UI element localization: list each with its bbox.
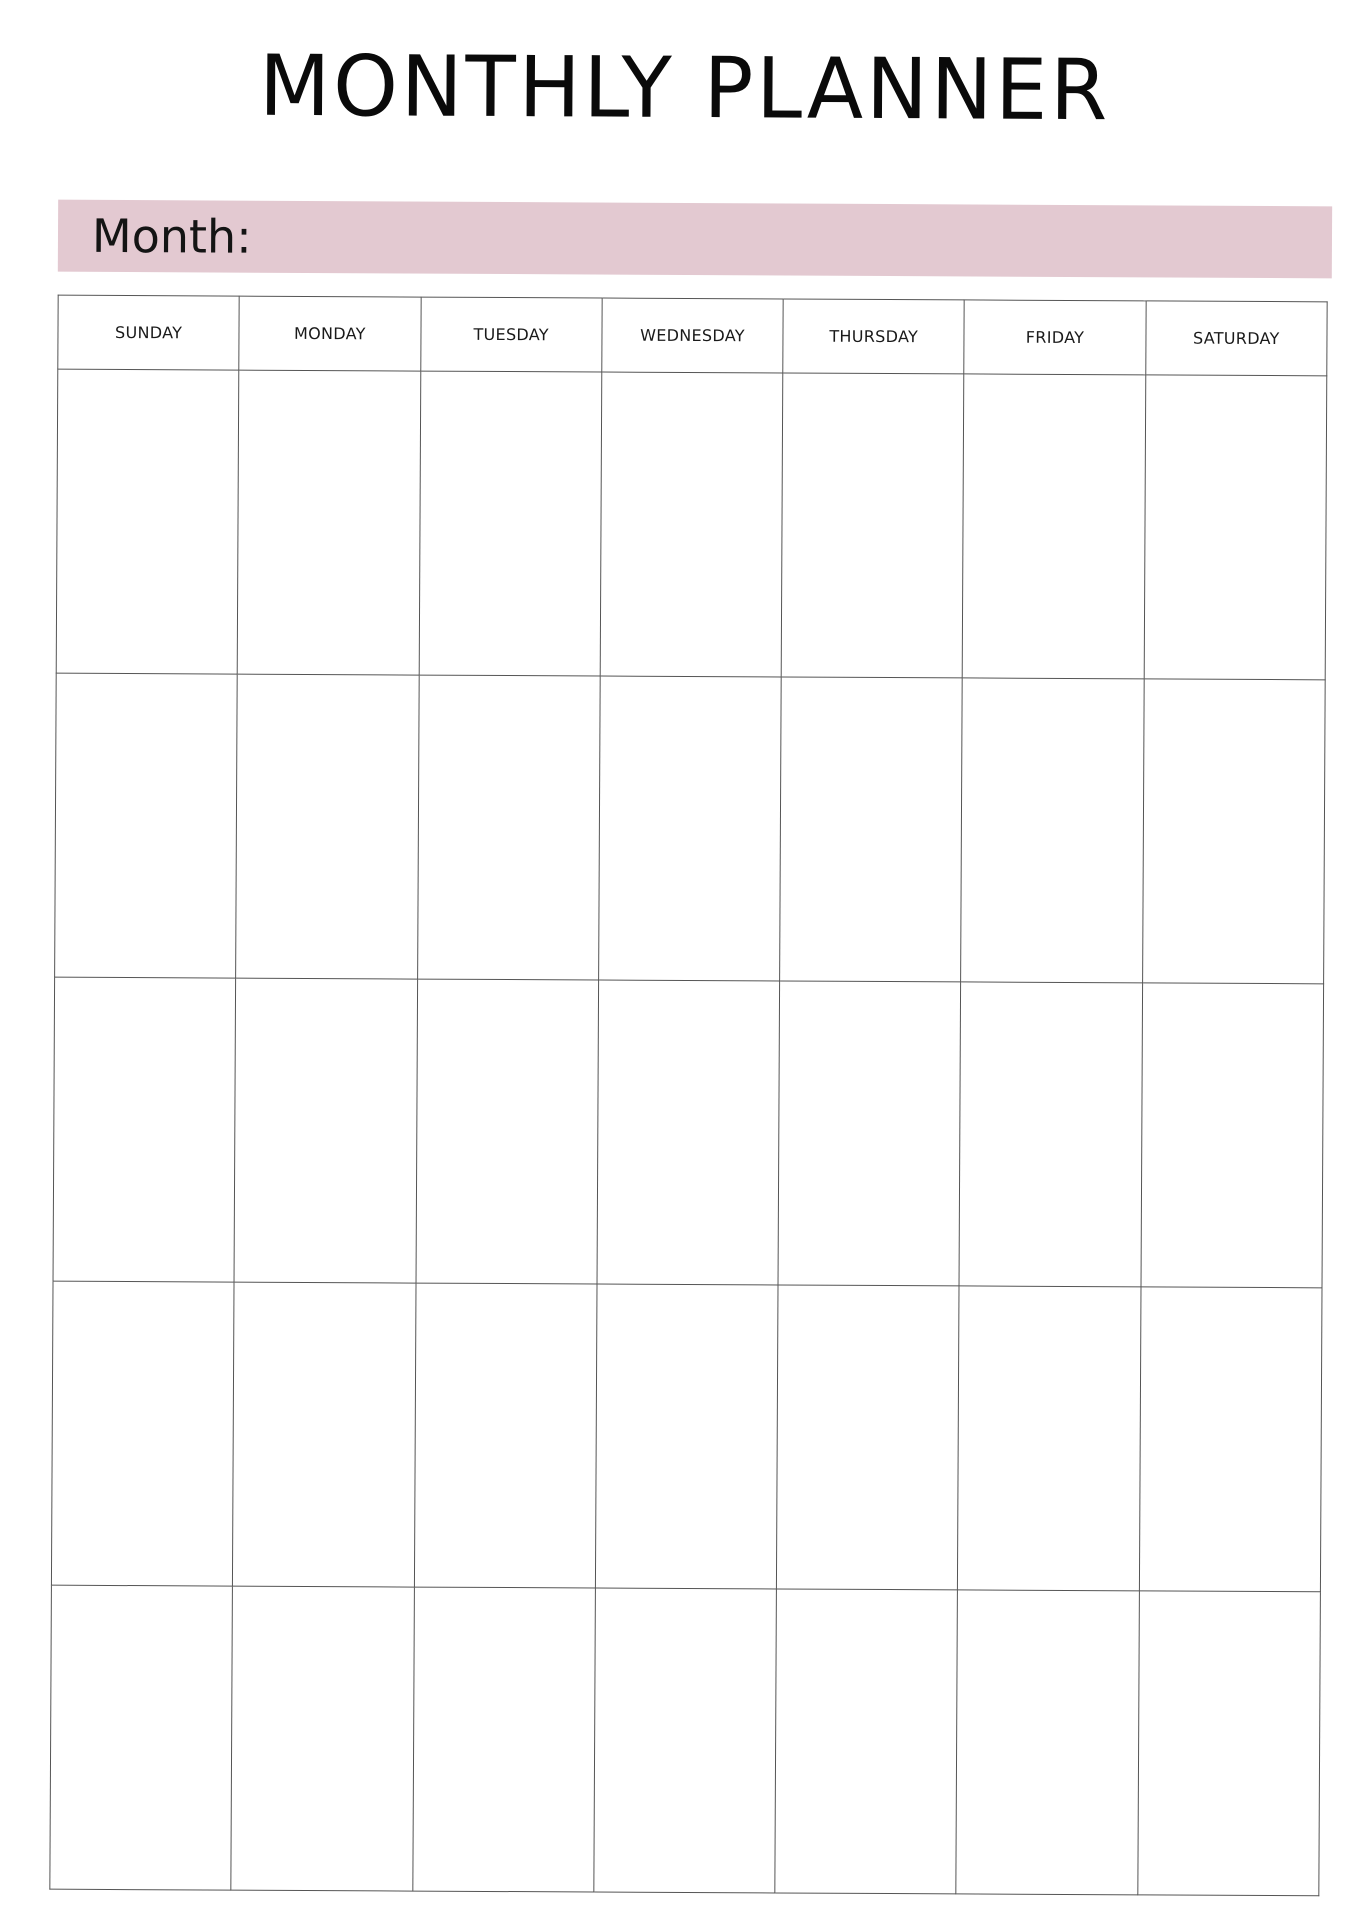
day-cell[interactable] xyxy=(963,374,1146,679)
weekday-sunday: SUNDAY xyxy=(58,295,240,370)
day-cell[interactable] xyxy=(781,373,964,678)
day-cell[interactable] xyxy=(55,673,238,978)
day-cell[interactable] xyxy=(1144,375,1327,680)
day-cell[interactable] xyxy=(1139,1287,1322,1592)
day-cell[interactable] xyxy=(236,674,419,979)
day-cell[interactable] xyxy=(958,1286,1141,1591)
day-cell[interactable] xyxy=(598,676,781,981)
day-cell[interactable] xyxy=(414,1283,597,1588)
page-title: MONTHLY PLANNER xyxy=(258,36,1111,140)
weekday-wednesday: WEDNESDAY xyxy=(602,298,784,373)
day-cell[interactable] xyxy=(780,677,963,982)
weekday-monday: MONDAY xyxy=(239,296,421,371)
day-cell[interactable] xyxy=(417,675,600,980)
month-label: Month: xyxy=(91,208,252,264)
calendar-grid xyxy=(49,295,1327,1897)
week-row-4 xyxy=(51,1281,1322,1592)
day-cell[interactable] xyxy=(777,1285,960,1590)
day-cell[interactable] xyxy=(231,1586,414,1891)
day-cell[interactable] xyxy=(961,678,1144,983)
day-cell[interactable] xyxy=(959,982,1142,1287)
day-cell[interactable] xyxy=(597,980,780,1285)
day-cell[interactable] xyxy=(594,1588,777,1893)
week-row-1 xyxy=(56,369,1327,680)
day-cell[interactable] xyxy=(237,370,420,675)
day-cell[interactable] xyxy=(956,1590,1139,1895)
weekday-thursday: THURSDAY xyxy=(783,299,965,374)
day-cell[interactable] xyxy=(1142,679,1325,984)
day-cell[interactable] xyxy=(50,1585,233,1890)
week-row-2 xyxy=(55,673,1326,984)
day-cell[interactable] xyxy=(775,1589,958,1894)
weekday-header-row xyxy=(58,295,1327,376)
week-row-5 xyxy=(50,1585,1321,1896)
day-cell[interactable] xyxy=(233,1282,416,1587)
weekday-friday: FRIDAY xyxy=(964,300,1146,375)
weekday-tuesday: TUESDAY xyxy=(420,297,602,372)
day-cell[interactable] xyxy=(1138,1591,1321,1896)
day-cell[interactable] xyxy=(600,372,783,677)
day-cell[interactable] xyxy=(416,979,599,1284)
week-row-3 xyxy=(53,977,1324,1288)
day-cell[interactable] xyxy=(234,978,417,1283)
day-cell[interactable] xyxy=(53,977,236,1282)
day-cell[interactable] xyxy=(1141,983,1324,1288)
day-cell[interactable] xyxy=(419,371,602,676)
day-cell[interactable] xyxy=(56,369,239,674)
month-banner xyxy=(58,200,1332,279)
day-cell[interactable] xyxy=(412,1587,595,1892)
day-cell[interactable] xyxy=(51,1281,234,1586)
day-cell[interactable] xyxy=(778,981,961,1286)
day-cell[interactable] xyxy=(595,1284,778,1589)
weekday-saturday: SATURDAY xyxy=(1145,301,1327,376)
